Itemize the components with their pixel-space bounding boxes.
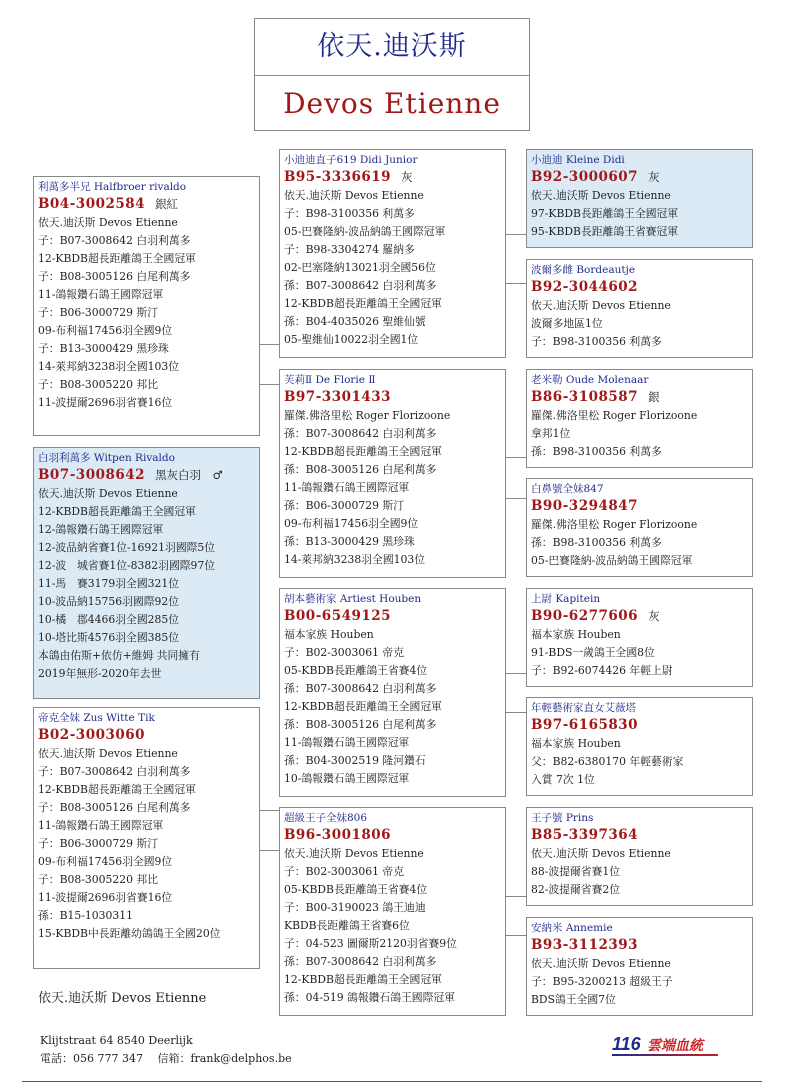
pedigree-card-sss — [526, 149, 753, 248]
pedigree-line: 波爾多地區1位 — [531, 317, 603, 330]
connector-line — [259, 384, 280, 385]
pedigree-line: 依天.迪沃斯 Devos Etienne — [284, 847, 424, 860]
connector-line — [505, 935, 526, 936]
pigeon-name: 老米勒 Oude Molenaar — [531, 374, 649, 386]
pedigree-line: 05-KBDB長距離鴿王省賽4位 — [284, 664, 428, 677]
pigeon-name: 上尉 Kapitein — [531, 593, 601, 605]
pigeon-name: 芙莉Ⅱ De Florie Ⅱ — [284, 374, 376, 386]
ring-number: B97-6165830 — [531, 717, 639, 733]
ring-number: B97-3301433 — [284, 389, 392, 405]
ring-number: B90-3294847 — [531, 498, 639, 514]
pedigree-line: 孫：B15-1030311 — [38, 909, 133, 922]
pedigree-line: 10-波品納15756羽國際92位 — [38, 595, 180, 608]
pedigree-card-ssd — [526, 259, 753, 358]
pedigree-card-ddd — [526, 917, 753, 1016]
pigeon-name: 小迪迪 Kleine Didi — [531, 154, 625, 166]
pedigree-line: 子：B13-3000429 黑珍珠 — [38, 342, 169, 355]
pedigree-line: 羅傑.佛洛里松 Roger Florizoone — [284, 409, 451, 422]
pedigree-line: 11-馬 賽3179羽全國321位 — [38, 577, 180, 590]
ring-number: B90-6277606 灰 — [531, 608, 660, 624]
pedigree-line: 15-KBDB中長距離幼鴿鴿王全國20位 — [38, 927, 221, 940]
pigeon-name: 安納米 Annemie — [531, 922, 613, 934]
pedigree-line: 孫：B06-3000729 斯汀 — [284, 499, 405, 512]
ring-number: B00-6549125 — [284, 608, 392, 624]
pedigree-card-dam — [33, 707, 260, 969]
pedigree-line: 09-布利福17456羽全國9位 — [38, 855, 173, 868]
pedigree-line: 2019年無形-2020年去世 — [38, 667, 162, 680]
pedigree-line: 孫：B08-3005126 白尾利萬多 — [284, 463, 437, 476]
pedigree-line: 12-KBDB超長距離鴿王全國冠軍 — [284, 297, 442, 310]
pedigree-line: 05-聖維仙10022羽全國1位 — [284, 333, 419, 346]
pigeon-color: 銀 — [648, 390, 660, 404]
pedigree-line: 12-KBDB超長距離鴿王全國冠軍 — [38, 783, 196, 796]
pedigree-line: 依天.迪沃斯 Devos Etienne — [531, 299, 671, 312]
logo-number: 116 — [612, 1034, 641, 1054]
pigeon-color: 黑灰白羽 ♂ — [155, 468, 223, 482]
pedigree-line: 孫：B07-3008642 白羽利萬多 — [284, 955, 437, 968]
pedigree-line: 12-KBDB超長距離鴿王全國冠軍 — [284, 973, 442, 986]
pedigree-line: 子：B02-3003061 帝克 — [284, 646, 405, 659]
address: Klijtstraat 64 8540 Deerlijk — [40, 1034, 193, 1047]
pigeon-name: 王子號 Prins — [531, 812, 594, 824]
pedigree-line: 孫：04-519 鴿報鑽石鴿王國際冠軍 — [284, 991, 455, 1004]
pedigree-line: 子：B08-3005220 邦比 — [38, 873, 159, 886]
pedigree-line: 12-KBDB超長距離鴿王全國冠軍 — [284, 445, 442, 458]
pigeon-name: 白鼻號全妹847 — [531, 483, 604, 495]
ring-number: B85-3397364 — [531, 827, 639, 843]
pedigree-line: 子：B08-3005126 白尾利萬多 — [38, 801, 191, 814]
pedigree-line: 子：B98-3304274 羅納多 — [284, 243, 415, 256]
breeder-name: 依天.迪沃斯 Devos Etienne — [38, 991, 207, 1006]
pedigree-line: 子：B08-3005126 白尾利萬多 — [38, 270, 191, 283]
page-title-english: Devos Etienne — [283, 87, 501, 120]
pedigree-line: 依天.迪沃斯 Devos Etienne — [531, 189, 671, 202]
pedigree-line: 子：B08-3005220 邦比 — [38, 378, 159, 391]
connector-line — [259, 344, 280, 345]
pigeon-name: 波爾多雌 Bordeautje — [531, 264, 636, 276]
pigeon-color: 灰 — [648, 170, 660, 184]
pedigree-card-sire-sire — [279, 149, 506, 358]
logo — [612, 1034, 703, 1055]
pedigree-line: 羅傑.佛洛里松 Roger Florizoone — [531, 518, 698, 531]
ring-number: B07-3008642 黑灰白羽 ♂ — [38, 467, 223, 483]
connector-line — [259, 810, 280, 811]
pigeon-color: 灰 — [648, 609, 660, 623]
pedigree-line: 依天.迪沃斯 Devos Etienne — [38, 487, 178, 500]
pedigree-card-dsd — [526, 697, 753, 796]
pedigree-line: 09-布利福17456羽全國9位 — [284, 517, 419, 530]
pedigree-line: 11-波提爾2696羽省賽16位 — [38, 891, 173, 904]
pedigree-line: 子：B06-3000729 斯汀 — [38, 837, 159, 850]
ring-number: B92-3044602 — [531, 279, 639, 295]
pedigree-line: 子：B02-3003061 帝克 — [284, 865, 405, 878]
pedigree-line: 12-鴿報鑽石鴿王國際冠軍 — [38, 523, 164, 536]
pedigree-line: 子：B07-3008642 白羽利萬多 — [38, 234, 191, 247]
pedigree-line: 11-鴿報鑽石鴿王國際冠軍 — [284, 736, 410, 749]
pedigree-line: 孫：B98-3100356 利萬多 — [531, 536, 662, 549]
pedigree-line: 孫：B04-4035026 聖維仙號 — [284, 315, 426, 328]
pedigree-line: 12-KBDB超長距離鴿王全國冠軍 — [38, 505, 196, 518]
pedigree-line: 子：B00-3190023 鴿王迪迪 — [284, 901, 426, 914]
pigeon-name: 胡本藝術家 Artiest Houben — [284, 593, 422, 605]
connector-line — [505, 457, 526, 458]
ring-number: B92-3000607 灰 — [531, 169, 660, 185]
pedigree-line: 11-鴿報鑽石鴿王國際冠軍 — [38, 288, 164, 301]
contact-block — [40, 1032, 292, 1068]
pedigree-line: 孫：B08-3005126 白尾利萬多 — [284, 718, 437, 731]
pedigree-line: 福本家族 Houben — [531, 628, 621, 641]
pedigree-line: 12-KBDB超長距離鴿王全國冠軍 — [38, 252, 196, 265]
pedigree-line: 拿邦1位 — [531, 427, 571, 440]
pedigree-line: BDS鴿王全國7位 — [531, 993, 616, 1006]
connector-line — [505, 283, 526, 284]
pedigree-line: 子：B98-3100356 利萬多 — [531, 335, 662, 348]
pigeon-name: 年輕藝術家直女艾薇塔 — [531, 702, 636, 714]
pedigree-line: 05-KBDB長距離鴿王省賽4位 — [284, 883, 428, 896]
ring-number: B86-3108587 銀 — [531, 389, 660, 405]
bottom-divider — [22, 1081, 762, 1082]
pedigree-line: 孫：B07-3008642 白羽利萬多 — [284, 279, 437, 292]
pedigree-line: 孫：B13-3000429 黑珍珠 — [284, 535, 415, 548]
pedigree-line: 本鴿由佑斯+依仿+維姆 共同擁有 — [38, 649, 200, 662]
pedigree-line: 子：B98-3100356 利萬多 — [284, 207, 415, 220]
pedigree-line: 10-塔比斯4576羽全國385位 — [38, 631, 180, 644]
pedigree-card-dam-sire — [279, 588, 506, 797]
pedigree-card-sds — [526, 369, 753, 468]
connector-line — [505, 712, 526, 713]
pedigree-line: 子：04-523 圖爾斯2120羽省賽9位 — [284, 937, 457, 950]
pedigree-card-subject — [33, 447, 260, 699]
pigeon-name: 白羽利萬多 Witpen Rivaldo — [38, 452, 175, 464]
logo-text: 雲端血統 — [646, 1038, 703, 1054]
pedigree-line: 12-波 城省賽1位-8382羽國際97位 — [38, 559, 216, 572]
pedigree-line: 14-萊邦納3238羽全國103位 — [284, 553, 426, 566]
pigeon-color: 銀紅 — [155, 197, 179, 211]
pedigree-line: 95-KBDB長距離鴿王省賽冠軍 — [531, 225, 679, 238]
pedigree-line: 09-布利福17456羽全國9位 — [38, 324, 173, 337]
pedigree-line: 05-巴賽隆納-波品納鴿王國際冠軍 — [531, 554, 693, 567]
pedigree-card-sire — [33, 176, 260, 436]
connector-line — [505, 896, 526, 897]
pedigree-card-dam-dam — [279, 807, 506, 1016]
ring-number: B04-3002584 銀紅 — [38, 196, 179, 212]
pedigree-line: 11-鴿報鑽石鴿王國際冠軍 — [38, 819, 164, 832]
pedigree-line: 孫：B04-3002519 隆河鑽石 — [284, 754, 426, 767]
pedigree-line: 依天.迪沃斯 Devos Etienne — [38, 216, 178, 229]
pedigree-line: 孫：B98-3100356 利萬多 — [531, 445, 662, 458]
pedigree-line: 91-BDS一歲鴿王全國8位 — [531, 646, 655, 659]
pedigree-line: 12-KBDB超長距離鴿王全國冠軍 — [284, 700, 442, 713]
pedigree-line: 福本家族 Houben — [531, 737, 621, 750]
pedigree-line: 羅傑.佛洛里松 Roger Florizoone — [531, 409, 698, 422]
pedigree-line: 05-巴賽隆納-波品納鴿王國際冠軍 — [284, 225, 446, 238]
pigeon-name: 小迪迪直子619 Didi Junior — [284, 154, 418, 166]
pedigree-line: 依天.迪沃斯 Devos Etienne — [38, 747, 178, 760]
pedigree-line: 子：B92-6074426 年輕上尉 — [531, 664, 673, 677]
logo-underline — [612, 1054, 718, 1056]
pedigree-card-sire-dam — [279, 369, 506, 578]
pedigree-line: 依天.迪沃斯 Devos Etienne — [284, 189, 424, 202]
pedigree-line: 88-波提爾省賽1位 — [531, 865, 621, 878]
pedigree-line: 82-波提爾省賽2位 — [531, 883, 621, 896]
pedigree-line: 10-鴿報鑽石鴿王國際冠軍 — [284, 772, 410, 785]
title-box — [254, 18, 530, 131]
pedigree-line: 孫：B07-3008642 白羽利萬多 — [284, 682, 437, 695]
pedigree-line: 依天.迪沃斯 Devos Etienne — [531, 847, 671, 860]
pedigree-line: 10-橘 郡4466羽全國285位 — [38, 613, 180, 626]
pedigree-line: 福本家族 Houben — [284, 628, 374, 641]
pigeon-color: 灰 — [401, 170, 413, 184]
pedigree-line: 父：B82-6380170 年輕藝術家 — [531, 755, 684, 768]
connector-line — [505, 234, 526, 235]
pedigree-card-dss — [526, 588, 753, 687]
ring-number: B93-3112393 — [531, 937, 639, 953]
pedigree-line: 子：B07-3008642 白羽利萬多 — [38, 765, 191, 778]
pedigree-line: 97-KBDB長距離鴿王全國冠軍 — [531, 207, 679, 220]
contact-info: 電話：056 777 347 信箱：frank@delphos.be — [40, 1052, 292, 1065]
pedigree-line: 入賞 7次 1位 — [531, 773, 595, 786]
ring-number: B96-3001806 — [284, 827, 392, 843]
connector-line — [259, 850, 280, 851]
ring-number: B02-3003060 — [38, 727, 146, 743]
pedigree-line: 02-巴塞隆納13021羽全國56位 — [284, 261, 436, 274]
pedigree-line: 子：B95-3200213 超級王子 — [531, 975, 673, 988]
pedigree-line: 子：B06-3000729 斯汀 — [38, 306, 159, 319]
pigeon-name: 利萬多半兄 Halfbroer rivaldo — [38, 181, 187, 193]
pedigree-line: 14-萊邦納3238羽全國103位 — [38, 360, 180, 373]
pedigree-line: 依天.迪沃斯 Devos Etienne — [531, 957, 671, 970]
pedigree-line: 12-波品納省賽1位-16921羽國際5位 — [38, 541, 216, 554]
page-title-chinese: 依天.迪沃斯 — [255, 19, 529, 76]
connector-line — [505, 673, 526, 674]
pigeon-name: 帝克全妹 Zus Witte Tik — [38, 712, 155, 724]
connector-line — [505, 498, 526, 499]
pedigree-line: 11-鴿報鑽石鴿王國際冠軍 — [284, 481, 410, 494]
pedigree-line: 11-波提爾2696羽省賽16位 — [38, 396, 173, 409]
pigeon-name: 超級王子全妹806 — [284, 812, 368, 824]
ring-number: B95-3336619 灰 — [284, 169, 413, 185]
pedigree-line: 孫：B07-3008642 白羽利萬多 — [284, 427, 437, 440]
pedigree-line: KBDB長距離鴿王省賽6位 — [284, 919, 410, 932]
pedigree-card-dds — [526, 807, 753, 906]
pedigree-card-sdd — [526, 478, 753, 577]
